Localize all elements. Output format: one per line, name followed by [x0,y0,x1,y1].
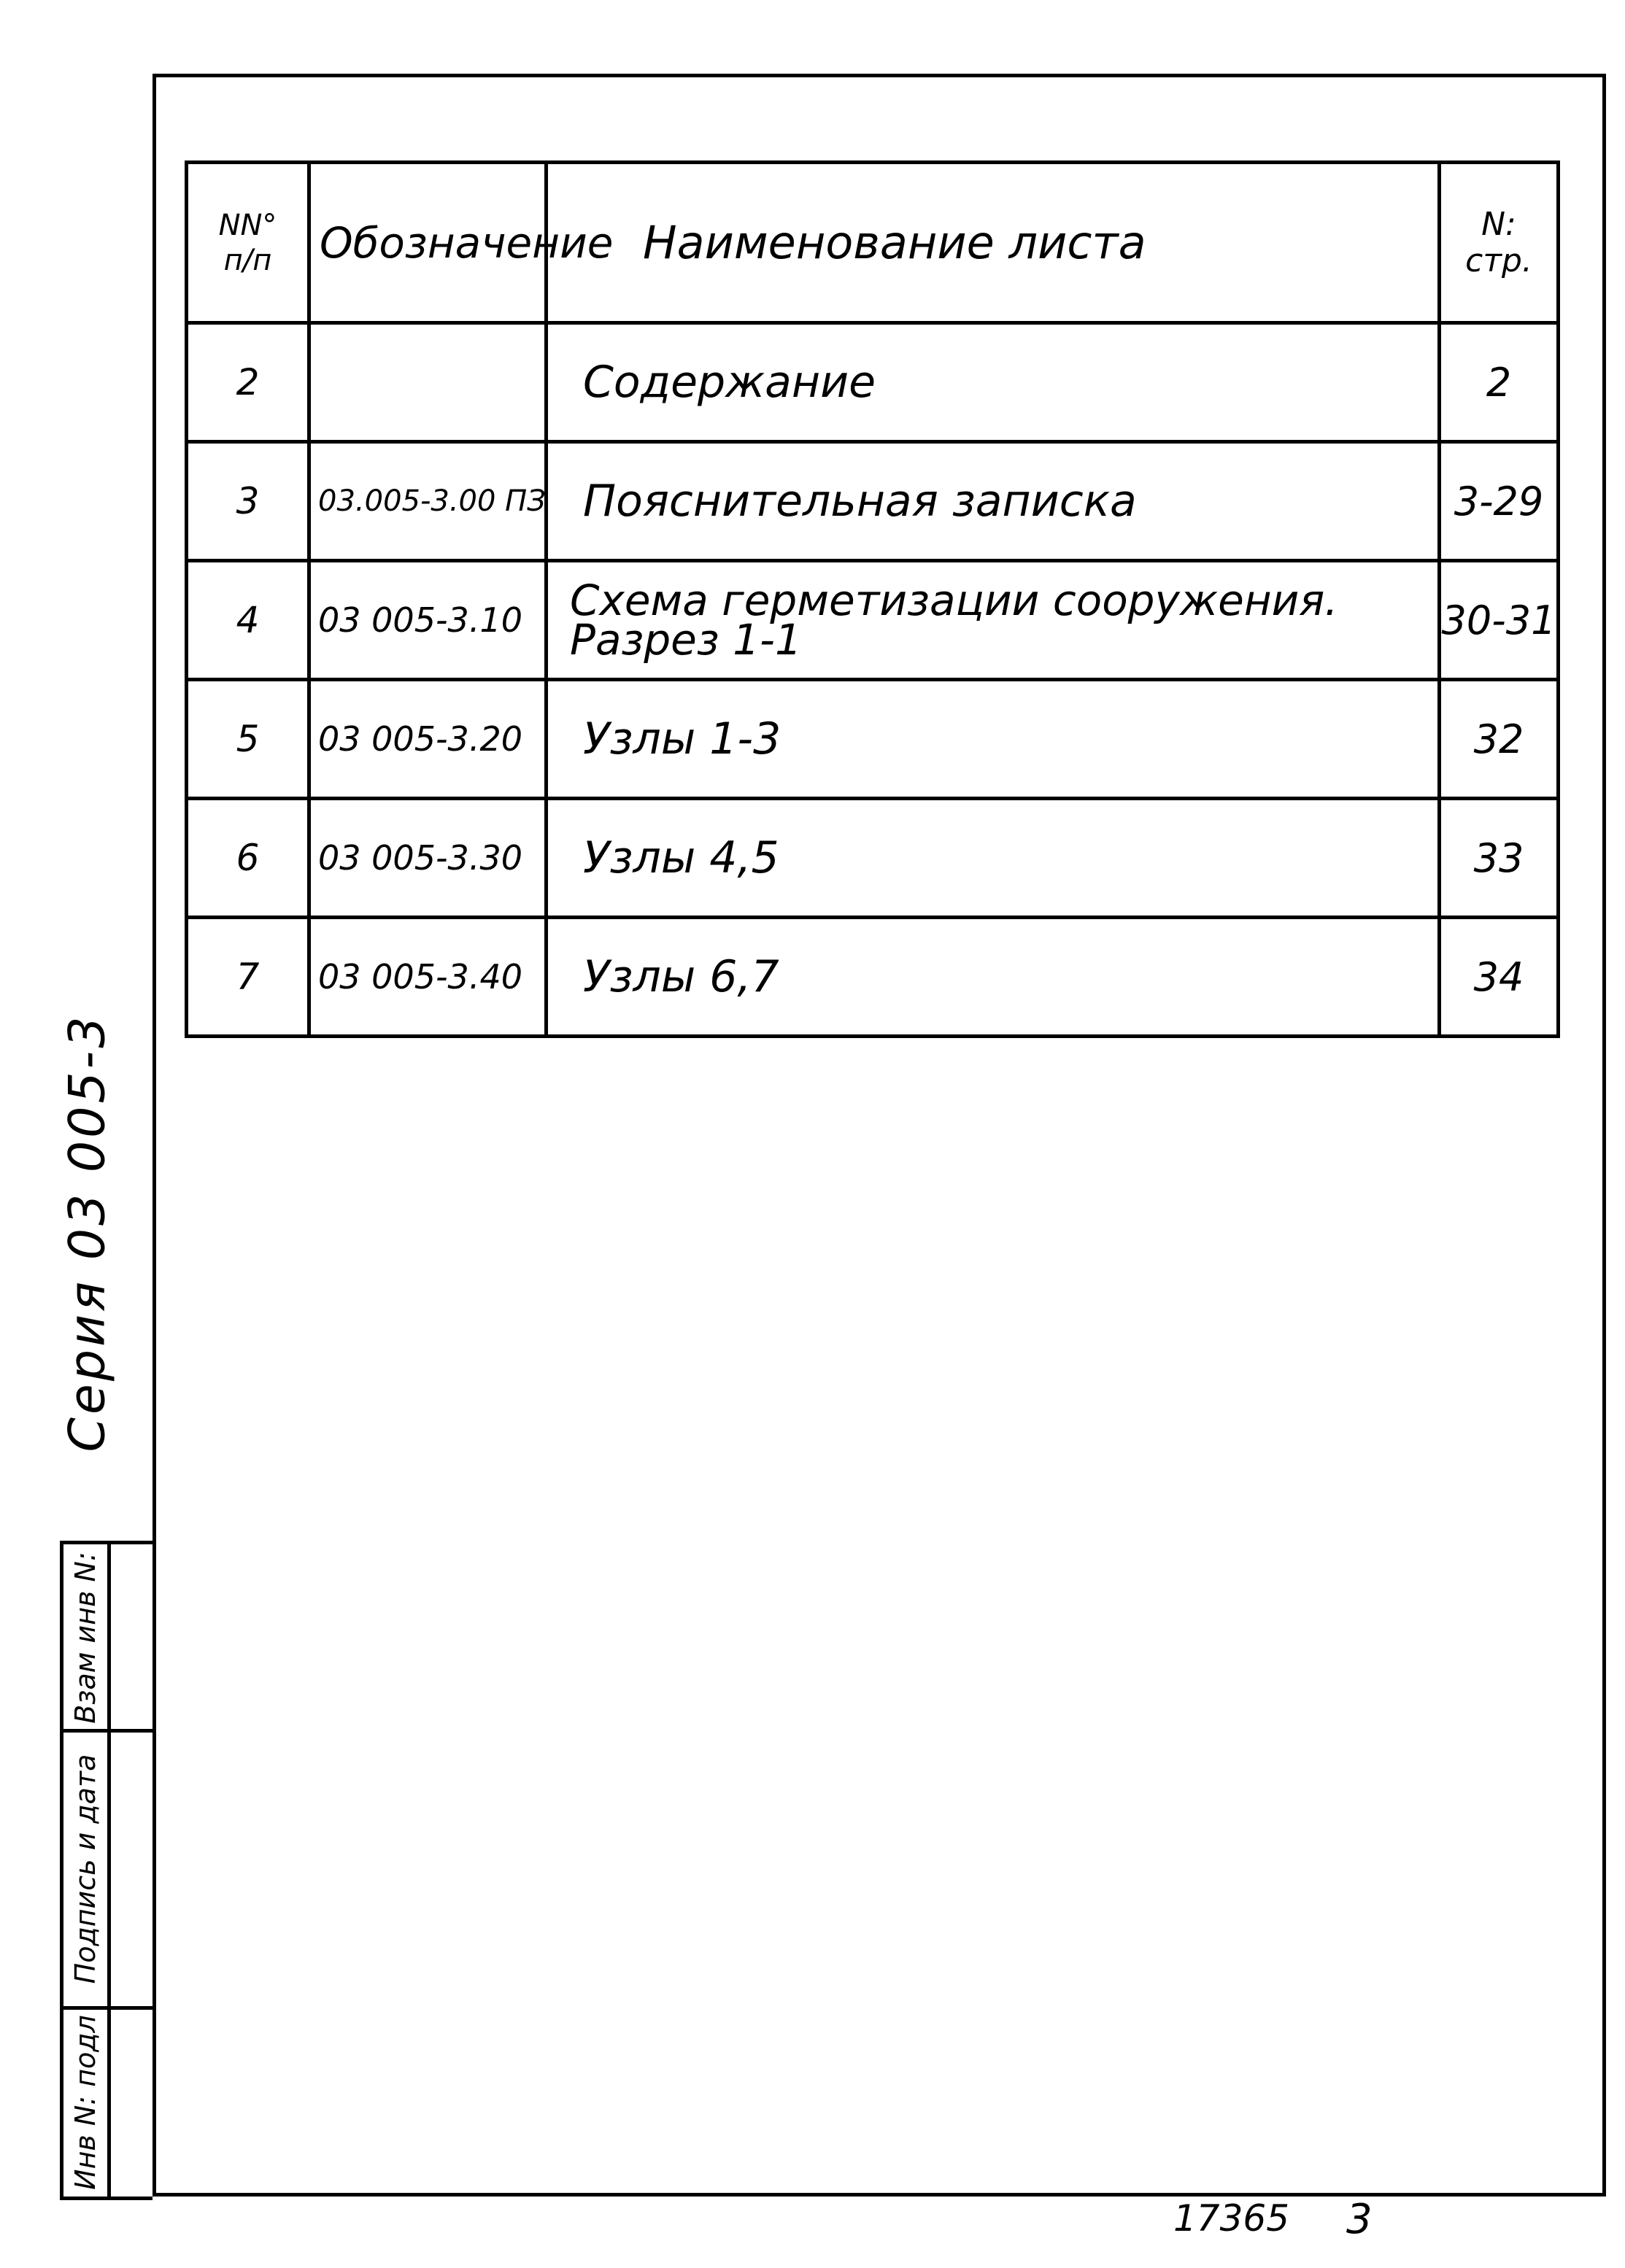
row-sheet-name [547,799,1440,918]
row-number-text: 5 [236,718,260,760]
row-sheet-name [547,918,1440,1037]
row-number-text: 4 [236,599,260,641]
row-number [187,323,309,442]
row-page [1440,799,1559,918]
row-sheet-name-text: Узлы 1-3 [583,713,781,765]
row-sheet-name-line2: Разрез 1-1 [570,615,802,665]
document-number: 17365 [1173,2197,1290,2240]
row-designation-text: 03.005-3.00 ПЗ [318,484,546,518]
header-sheet-name-label: Наименование листа [643,216,1146,269]
row-number-text: 2 [236,361,260,403]
inv-replace-label: Взам инв N: [69,1552,101,1724]
table-header-row [187,163,1559,323]
row-sheet-name [547,442,1440,561]
page-number: 3 [1346,2196,1373,2243]
row-sheet-name [547,680,1440,799]
row-number [187,442,309,561]
header-page [1440,163,1559,323]
table-row [187,323,1559,442]
contents-table [185,160,1560,1038]
strip-divider [63,1729,153,1733]
table-row [187,680,1559,799]
row-sheet-name-line1: Схема герметизации сооружения. [570,576,1338,625]
inv-original-label: Инв N: подл [69,2015,101,2190]
strip-divider [107,1544,111,2197]
row-designation-text: 03 005-3.20 [318,719,522,759]
header-sheet-name [547,163,1440,323]
row-page [1440,680,1559,799]
row-number [187,799,309,918]
row-page [1440,918,1559,1037]
row-designation [309,561,547,680]
row-designation-text: 03 005-3.40 [318,957,522,996]
table-row [187,918,1559,1037]
row-number-text: 7 [236,956,260,998]
row-page [1440,323,1559,442]
header-designation [309,163,614,323]
header-number-line2: п/п [223,243,272,277]
row-page [1440,561,1559,680]
header-page-line2: стр. [1465,241,1532,279]
header-page-line1: N: [1481,205,1516,243]
row-number [187,561,309,680]
row-sheet-name [547,323,1440,442]
row-page-text: 34 [1473,953,1524,1000]
row-sheet-name-text: Содержание [583,357,876,408]
header-number [187,163,309,323]
row-number-text: 6 [236,837,260,879]
row-number [187,918,309,1037]
strip-divider [63,2006,153,2010]
approval-strip [60,1541,153,2200]
row-page-text: 2 [1486,359,1512,406]
series-label: Серия 03 005-3 [58,1013,117,1452]
table-row [187,442,1559,561]
table-row [187,799,1559,918]
row-page-text: 3-29 [1454,478,1544,525]
row-sheet-name [547,561,1440,680]
row-page [1440,442,1559,561]
row-page-text: 32 [1473,716,1524,762]
row-designation-text: 03 005-3.30 [318,838,522,878]
row-designation [309,680,547,799]
row-designation [309,918,547,1037]
row-number-text: 3 [236,480,260,522]
row-number [187,680,309,799]
table-row [187,561,1559,680]
row-designation-text: 03 005-3.10 [318,600,522,640]
row-sheet-name-text: Узлы 4,5 [583,832,779,883]
row-designation [309,442,547,561]
header-number-line1: NN° [218,208,277,242]
row-sheet-name-text: Узлы 6,7 [583,951,779,1002]
row-designation [309,323,547,442]
header-designation-label: Обозначение [320,217,614,268]
row-page-text: 30-31 [1441,597,1556,643]
row-page-text: 33 [1473,835,1524,881]
row-sheet-name-text: Пояснительная записка [583,476,1137,527]
sign-date-label: Подпись и дата [69,1754,101,1984]
row-designation [309,799,547,918]
